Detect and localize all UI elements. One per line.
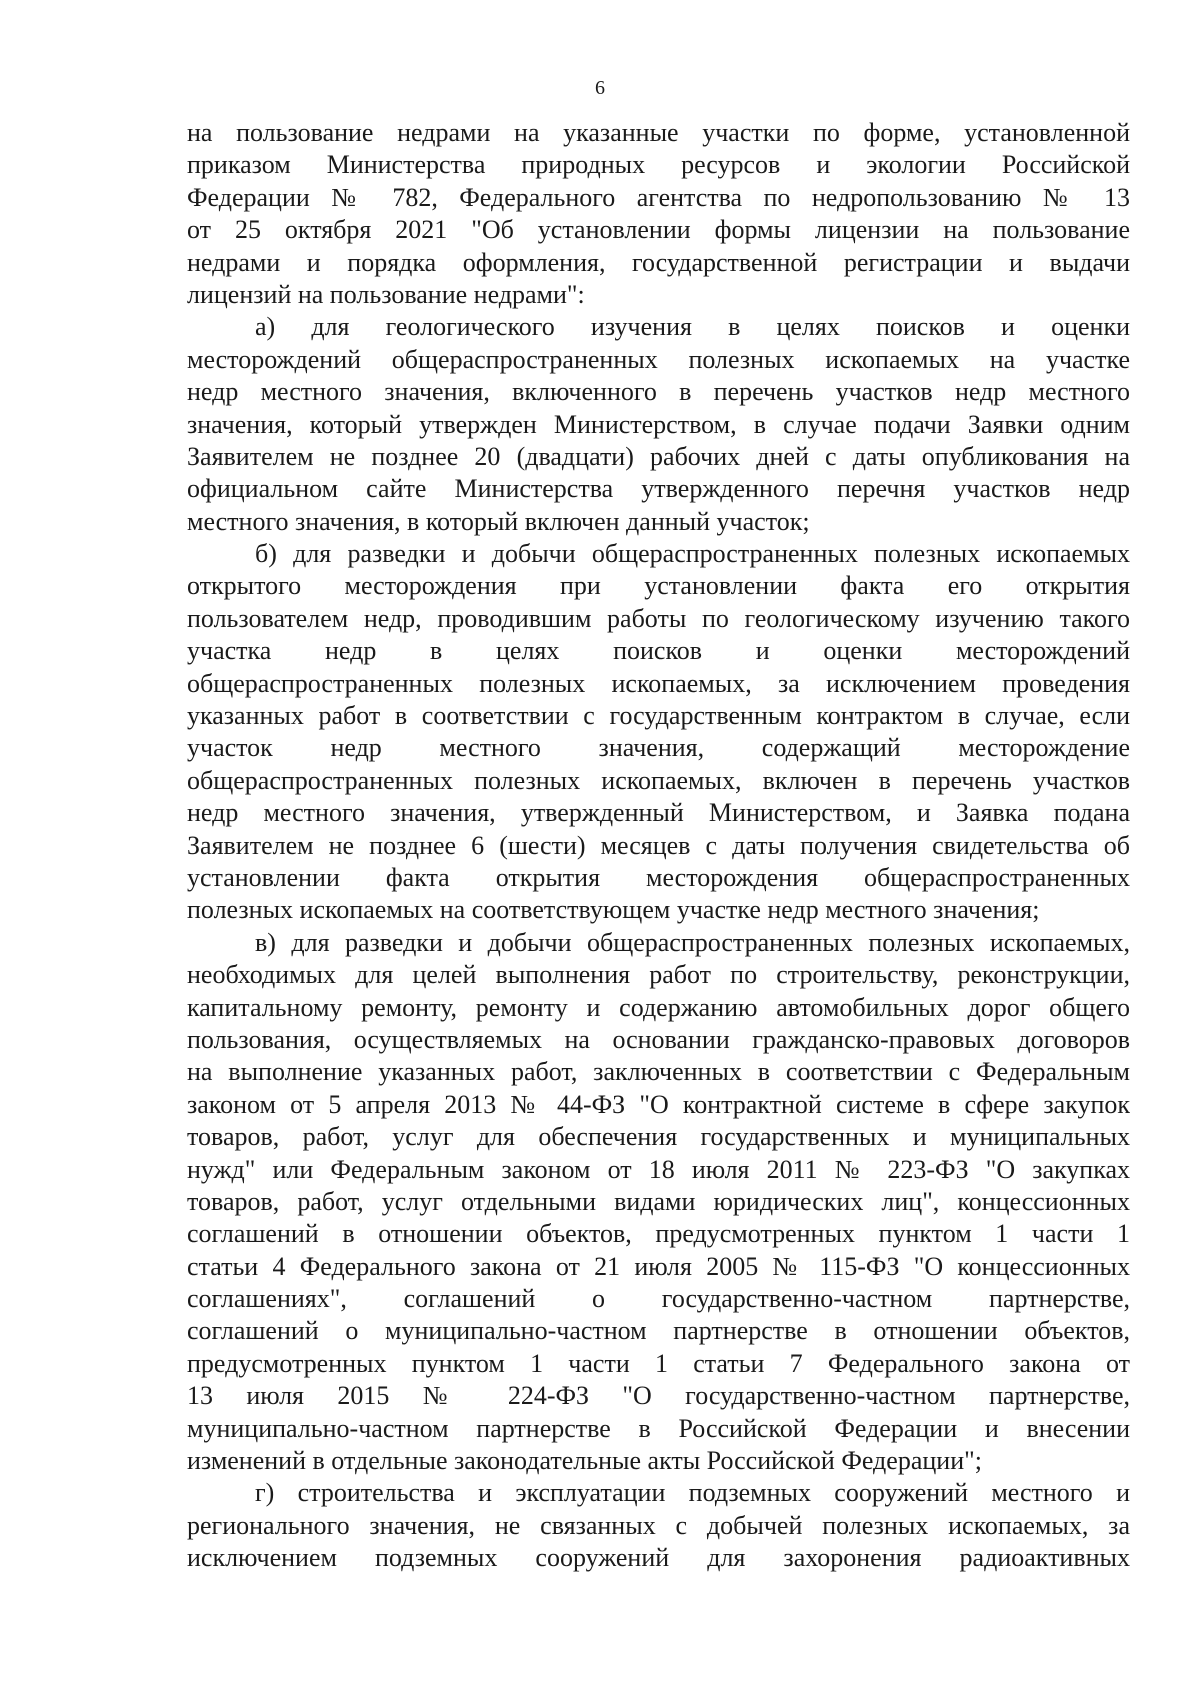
- text-line: открытого месторождения при установлении факта его открытия: [187, 571, 1130, 601]
- text-line: недр местного значения, утвержденный Министерством, и Заявка подана: [187, 798, 1130, 828]
- text-line: месторождений общераспространенных полезных ископаемых на участке: [187, 344, 1130, 374]
- text-line: на выполнение указанных работ, заключенных в соответствии с Федеральным: [187, 1057, 1130, 1087]
- paragraph-g-first-line: г) строительства и эксплуатации подземных сооружений местного и: [255, 1478, 1130, 1508]
- text-line: указанных работ в соответствии с государственным контрактом в случае, если: [187, 701, 1130, 731]
- text-line: значения, который утвержден Министерством, в случае подачи Заявки одним: [187, 409, 1130, 439]
- text-line: соглашений в отношении объектов, предусмотренных пунктом 1 части 1: [187, 1219, 1130, 1249]
- text-line: установлении факта открытия месторождения общераспространенных: [187, 862, 1130, 892]
- text-line: участок недр местного значения, содержащий месторождение: [187, 733, 1130, 763]
- text-line: необходимых для целей выполнения работ по строительству, реконструкции,: [187, 960, 1130, 990]
- text-line: соглашений о муниципально-частном партнерстве в отношении объектов,: [187, 1316, 1130, 1346]
- text-line: нужд" или Федеральным законом от 18 июля 2011 № 223-ФЗ "О закупках: [187, 1154, 1130, 1184]
- paragraph-v-first-line: в) для разведки и добычи общераспространенных полезных ископаемых,: [255, 927, 1130, 957]
- text-line: недр местного значения, включенного в перечень участков недр местного: [187, 377, 1130, 407]
- text-line: общераспространенных полезных ископаемых, включен в перечень участков: [187, 765, 1130, 795]
- text-line: муниципально-частном партнерстве в Российской Федерации и внесении: [187, 1413, 1130, 1443]
- paragraph-a-first-line: а) для геологического изучения в целях поисков и оценки: [255, 312, 1130, 342]
- paragraph-b-first-line: б) для разведки и добычи общераспространенных полезных ископаемых: [255, 539, 1130, 569]
- document-body: [187, 117, 1130, 1575]
- text-line: на пользование недрами на указанные участки по форме, установленной: [187, 118, 1130, 147]
- text-line: пользователем недр, проводившим работы по геологическому изучению такого: [187, 603, 1130, 633]
- text-line: от 25 октября 2021 "Об установлении формы лицензии на пользование: [187, 215, 1130, 245]
- text-line: капитальному ремонту, ремонту и содержанию автомобильных дорог общего: [187, 992, 1130, 1022]
- text-line: общераспространенных полезных ископаемых, за исключением проведения: [187, 668, 1130, 698]
- text-line: недрами и порядка оформления, государственной регистрации и выдачи: [187, 247, 1130, 277]
- text-line: предусмотренных пунктом 1 части 1 статьи 7 Федерального закона от: [187, 1348, 1130, 1378]
- text-line: участка недр в целях поисков и оценки месторождений: [187, 636, 1130, 666]
- text-line: товаров, работ, услуг для обеспечения государственных и муниципальных: [187, 1122, 1130, 1152]
- text-line: Федерации № 782, Федерального агентства по недропользованию № 13: [187, 182, 1130, 212]
- text-line: пользования, осуществляемых на основании гражданско-правовых договоров: [187, 1024, 1130, 1054]
- page-number: 6: [595, 77, 605, 99]
- text-line: приказом Министерства природных ресурсов и экологии Российской: [187, 150, 1130, 180]
- text-line: официальном сайте Министерства утвержденного перечня участков недр: [187, 474, 1130, 504]
- text-line: лицензий на пользование недрами":: [187, 279, 585, 309]
- text-line: 13 июля 2015 № 224-ФЗ "О государственно-частном партнерстве,: [187, 1381, 1130, 1411]
- text-line: изменений в отдельные законодательные акты Российской Федерации";: [187, 1446, 982, 1476]
- text-line: исключением подземных сооружений для захоронения радиоактивных: [187, 1543, 1130, 1573]
- text-line: статьи 4 Федерального закона от 21 июля 2005 № 115-ФЗ "О концессионных: [187, 1251, 1130, 1281]
- text-line: Заявителем не позднее 20 (двадцати) рабочих дней с даты опубликования на: [187, 441, 1130, 471]
- text-line: полезных ископаемых на соответствующем участке недр местного значения;: [187, 895, 1040, 925]
- text-line: местного значения, в который включен данный участок;: [187, 506, 810, 536]
- text-line: товаров, работ, услуг отдельными видами юридических лиц", концессионных: [187, 1186, 1130, 1216]
- text-line: законом от 5 апреля 2013 № 44-ФЗ "О контрактной системе в сфере закупок: [187, 1089, 1130, 1119]
- text-line: Заявителем не позднее 6 (шести) месяцев с даты получения свидетельства об: [187, 830, 1130, 860]
- text-line: регионального значения, не связанных с добычей полезных ископаемых, за: [187, 1510, 1130, 1540]
- text-line: соглашениях", соглашений о государственно-частном партнерстве,: [187, 1284, 1130, 1314]
